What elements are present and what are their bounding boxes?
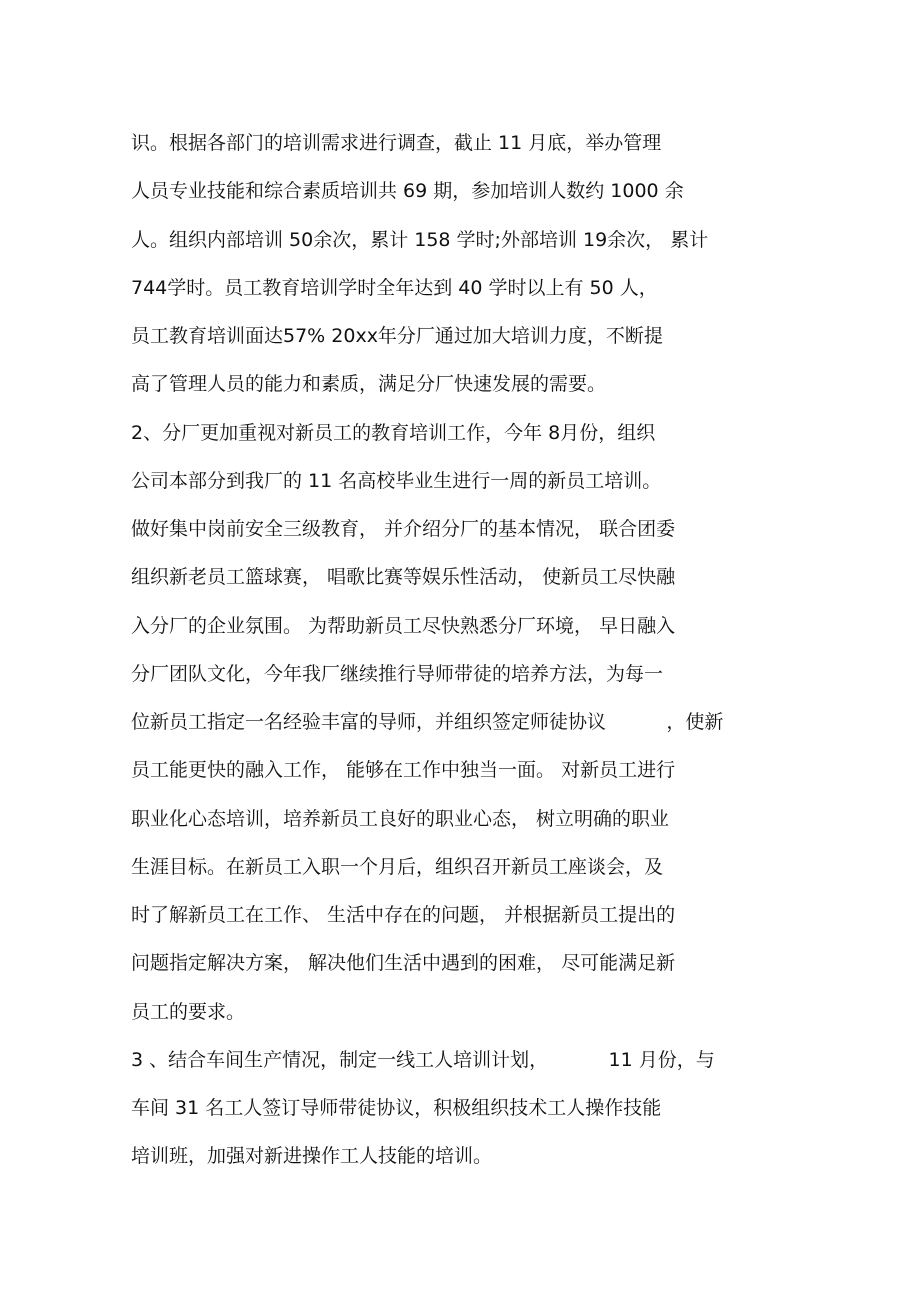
text-line: 问题指定解决方案， 解决他们生活中遇到的困难， 尽可能满足新 <box>131 952 676 974</box>
text-line: 员工的要求。 <box>131 1001 246 1023</box>
text-line: 识。根据各部门的培训需求进行调查，截止 11 月底，举办管理 <box>131 132 662 154</box>
text-line: 分厂团队文化，今年我厂继续推行导师带徒的培养方法，为每一 <box>131 663 664 685</box>
text-line: 高了管理人员的能力和素质，满足分厂快速发展的需要。 <box>131 373 607 395</box>
text-line: 员工能更快的融入工作， 能够在工作中独当一面。 对新员工进行 <box>131 759 676 781</box>
text-line: 生涯目标。在新员工入职一个月后，组织召开新员工座谈会，及 <box>131 856 664 878</box>
text-line: 位新员工指定一名经验丰富的导师，并组织签定师徒协议 ，使新 <box>131 711 724 733</box>
text-line: 培训班，加强对新进操作工人技能的培训。 <box>131 1145 493 1167</box>
text-line: 入分厂的企业氛围。 为帮助新员工尽快熟悉分厂环境， 早日融入 <box>131 615 676 637</box>
text-line: 人员专业技能和综合素质培训共 69 期，参加培训人数约 1000 余 <box>131 180 684 202</box>
text-line: 2、分厂更加重视对新员工的教育培训工作，今年 8月份，组织 <box>131 422 656 444</box>
text-line: 组织新老员工篮球赛， 唱歌比赛等娱乐性活动， 使新员工尽快融 <box>131 566 676 588</box>
text-line: 3 、结合车间生产情况，制定一线工人培训计划， 11 月份，与 <box>131 1049 715 1071</box>
text-line: 744学时。员工教育培训学时全年达到 40 学时以上有 50 人， <box>131 277 658 299</box>
text-line: 人。组织内部培训 50余次，累计 158 学时;外部培训 19余次， 累计 <box>131 229 709 251</box>
text-line: 员工教育培训面达57% 20xx年分厂通过加大培训力度，不断提 <box>131 325 663 347</box>
text-line: 时了解新员工在工作、 生活中存在的问题， 并根据新员工提出的 <box>131 904 676 926</box>
text-line: 车间 31 名工人签订导师带徒协议，积极组织技术工人操作技能 <box>131 1097 662 1119</box>
text-line: 做好集中岗前安全三级教育， 并介绍分厂的基本情况， 联合团委 <box>131 518 676 540</box>
text-line: 公司本部分到我厂的 11 名高校毕业生进行一周的新员工培训。 <box>131 470 662 492</box>
text-line: 职业化心态培训，培养新员工良好的职业心态， 树立明确的职业 <box>131 808 670 830</box>
